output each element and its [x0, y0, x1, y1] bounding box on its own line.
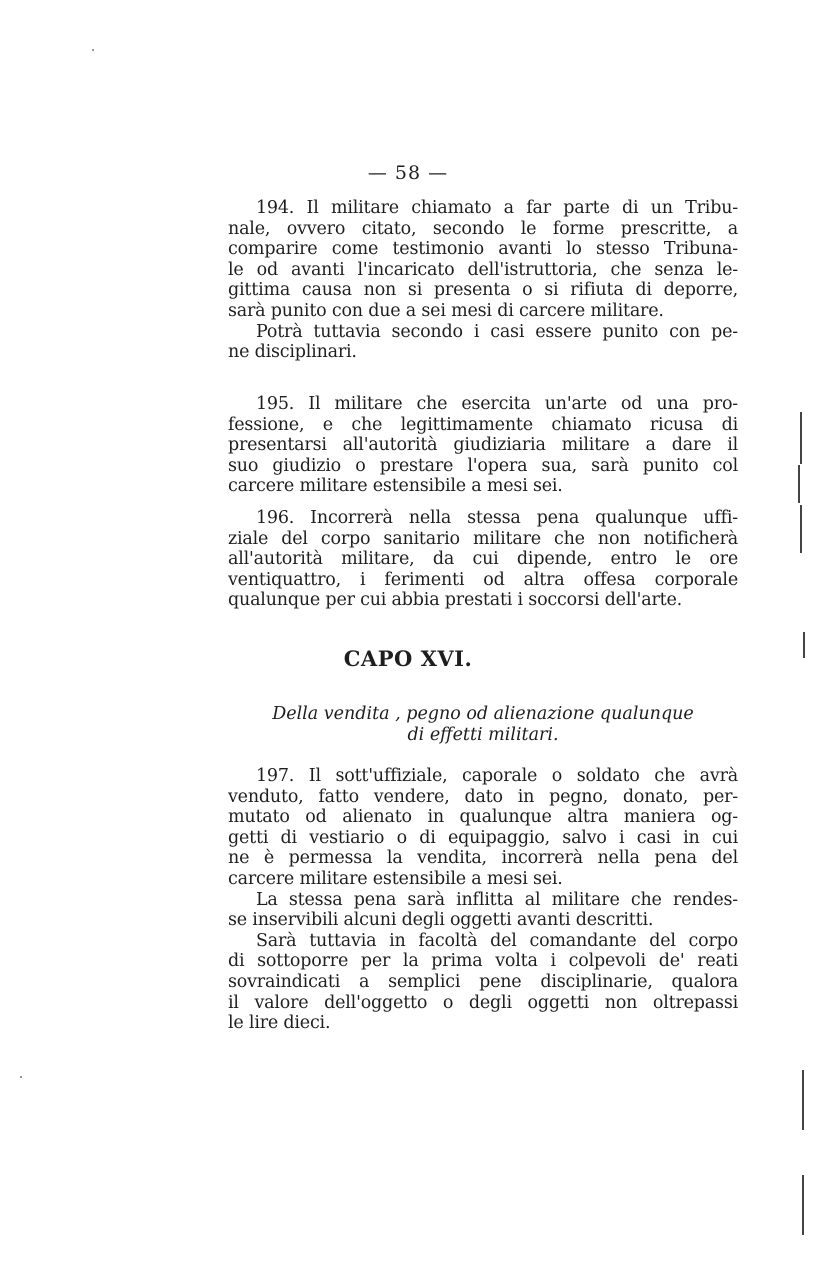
text-line: gittima causa non si presenta o si rifiuta di deporre,	[228, 280, 738, 301]
text-line: sarà punito con due a sei mesi di carcere militare.	[228, 300, 664, 321]
article-197	[228, 766, 738, 1034]
text-line: se inservibili alcuni degli oggetti avanti descritti.	[228, 910, 654, 931]
text-line: carcere militare estensibile a mesi sei.	[228, 476, 563, 497]
chapter-subtitle	[228, 704, 738, 746]
text-line: le od avanti l'incaricato dell'istruttoria, che senza le-	[228, 259, 738, 280]
text-line: qualunque per cui abbia prestati i soccorsi dell'arte.	[228, 590, 682, 611]
text-line: ne è permessa la vendita, incorrerà nella pena del	[228, 848, 738, 869]
article-194	[228, 198, 738, 363]
text-line: ventiquattro, i ferimenti od altra offesa corporale	[228, 569, 738, 590]
scan-mark	[800, 505, 802, 553]
text-line: La stessa pena sarà inflitta al militare che rendes-	[256, 889, 738, 910]
text-line: 195. Il militare che esercita un'arte od una pro-	[256, 394, 738, 414]
text-line: Sarà tuttavia in facoltà del comandante del corpo	[256, 930, 738, 951]
text-line: getti di vestiario o di equipaggio, salvo i casi in cui	[228, 827, 738, 848]
text-line: suo giudizio o prestare l'opera sua, sarà punito col	[228, 455, 738, 476]
text-line: 196. Incorrerà nella stessa pena qualunque uffi-	[256, 508, 738, 528]
text-line: Potrà tuttavia secondo i casi essere punito con pe-	[256, 321, 738, 342]
scan-mark	[798, 465, 800, 503]
article-196	[228, 508, 738, 611]
scan-dot	[20, 1076, 22, 1078]
text-line: nale, ovvero citato, secondo le forme prescritte, a	[228, 218, 738, 239]
text-line: mutato od alienato in qualunque altra maniera og-	[228, 807, 738, 828]
page-number: — 58 —	[367, 162, 449, 184]
text-line: venduto, fatto vendere, dato in pegno, donato, per-	[228, 786, 738, 807]
scan-mark	[802, 1175, 804, 1235]
text-line: il valore dell'oggetto o degli oggetti non oltrepassi	[228, 992, 738, 1013]
text-line: 194. Il militare chiamato a far parte di un Tribu-	[256, 198, 738, 218]
text-line: presentarsi all'autorità giudiziaria militare a dare il	[228, 435, 738, 456]
text-line: di sottoporre per la prima volta i colpevoli de' reati	[228, 951, 738, 972]
scan-dot	[92, 49, 94, 51]
text-line: sovraindicati a semplici pene disciplinarie, qualora	[228, 971, 738, 992]
text-line: comparire come testimonio avanti lo stesso Tribuna-	[228, 239, 738, 260]
chapter-heading: CAPO XVI.	[343, 646, 473, 671]
subtitle-line: di effetti militari.	[407, 725, 559, 745]
text-line: fessione, e che legittimamente chiamato ricusa di	[228, 414, 738, 435]
article-195	[228, 394, 738, 497]
text-line: le lire dieci.	[228, 1013, 331, 1034]
text-line: 197. Il sott'uffiziale, caporale o soldato che avrà	[256, 766, 738, 786]
scan-mark	[803, 632, 805, 658]
text-line: all'autorità militare, da cui dipende, entro le ore	[228, 549, 738, 570]
text-line: carcere militare estensibile a mesi sei.	[228, 868, 563, 889]
text-line: ne disciplinari.	[228, 342, 357, 363]
subtitle-line: Della vendita , pegno od alienazione qualunque	[272, 704, 694, 724]
scan-mark	[802, 1070, 804, 1130]
text-line: ziale del corpo sanitario militare che non notificherà	[228, 528, 738, 549]
scan-mark	[800, 412, 802, 464]
